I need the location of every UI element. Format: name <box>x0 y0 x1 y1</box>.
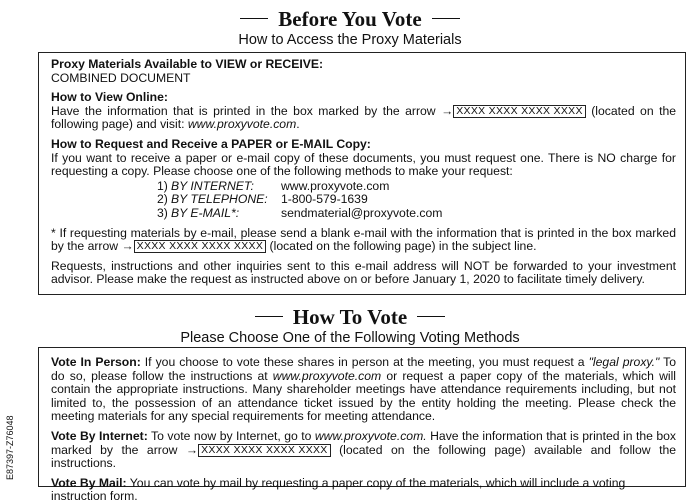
proxyvote-link[interactable]: www.proxyvote.com. <box>314 428 427 443</box>
control-number-box: XXXX XXXX XXXX XXXX <box>134 240 267 253</box>
method-label: BY E-MAIL*: <box>171 205 240 220</box>
method-internet <box>157 180 676 194</box>
vote-in-person-label: Vote In Person: <box>51 355 141 369</box>
title-rule-right <box>417 316 445 317</box>
title-rule-right <box>432 18 460 19</box>
internet-text-c: (located on the following page) available and follow the instructions. <box>51 442 677 471</box>
access-subtitle: How to Access the Proxy Materials <box>238 31 462 48</box>
request-methods-list <box>157 180 676 221</box>
arrow-icon: → <box>185 442 199 457</box>
proxyvote-link[interactable]: www.proxyvote.com <box>187 117 297 132</box>
method-label: BY TELEPHONE: <box>171 192 268 207</box>
legal-proxy-term: "legal proxy." <box>588 355 660 369</box>
email-note <box>51 227 676 254</box>
inperson-text-b: To do so, please follow the instructions at <box>51 355 677 383</box>
method-number: 3) <box>157 205 168 220</box>
requests-note: Requests, instructions and other inquiries sent to this e-mail address will NOT be forwarded to your investment advisor. Please make the request as instructed above on or before January 1, 2020 to facilitate timely delivery. <box>51 258 676 287</box>
method-value[interactable]: 1-800-579-1639 <box>281 192 368 207</box>
how-to-vote-title: How To Vote <box>292 304 408 329</box>
method-value[interactable]: sendmaterial@proxyvote.com <box>281 205 443 220</box>
mail-text: You can vote by mail by requesting a paper copy of the materials, which will include a voting instruction form. <box>51 475 626 504</box>
before-you-vote-header <box>0 6 700 48</box>
view-online-text <box>51 105 676 132</box>
materials-item: COMBINED DOCUMENT <box>51 70 191 85</box>
view-online-heading: How to View Online: <box>51 90 168 105</box>
control-number-box: XXXX XXXX XXXX XXXX <box>198 444 331 457</box>
proxyvote-link[interactable]: www.proxyvote.com <box>272 368 382 383</box>
view-text-b: (located on the following page) and visit: <box>51 103 677 132</box>
internet-text-a: To vote now by Internet, go to <box>151 428 312 443</box>
method-number: 2) <box>157 192 168 207</box>
title-rule-left <box>255 316 283 317</box>
vote-by-internet-label: Vote By Internet: <box>51 428 148 443</box>
how-to-vote-header <box>0 304 700 346</box>
voting-methods-subtitle: Please Choose One of the Following Voting Methods <box>180 329 520 346</box>
method-telephone <box>157 193 676 207</box>
proxy-materials-box <box>38 52 686 295</box>
vote-by-mail <box>51 477 676 504</box>
inperson-text-c: or request a paper copy of the materials, which will contain the appropriate instructions. Many shareholder meetings have attendance requirements including, but not limited to, the possession of an attendance ticket issued by the entity holding the meeting. Please check the meeting materials for any special requirements for meeting attendance. <box>51 368 677 424</box>
method-label: BY INTERNET: <box>171 178 254 193</box>
view-end: . <box>296 117 300 132</box>
method-value[interactable]: www.proxyvote.com <box>281 178 390 193</box>
request-heading: How to Request and Receive a PAPER or E-MAIL Copy: <box>51 136 371 151</box>
section-title <box>240 7 460 31</box>
document-code: E87397-Z76048 <box>5 415 15 480</box>
arrow-icon: → <box>121 239 134 254</box>
method-email <box>157 207 676 221</box>
vote-by-mail-label: Vote By Mail: <box>51 475 127 490</box>
voting-methods-box <box>38 347 686 504</box>
section-title <box>255 305 445 329</box>
inperson-text-a: If you choose to vote these shares in person at the meeting, you must request a <box>144 355 585 369</box>
request-text: If you want to receive a paper or e-mail copy of these documents, you must request one. There is NO charge for requesting a copy. Please choose one of the following methods to make your request: <box>51 150 676 179</box>
method-number: 1) <box>157 178 168 193</box>
control-number-box: XXXX XXXX XXXX XXXX <box>453 105 586 118</box>
vote-by-internet <box>51 430 676 471</box>
materials-heading: Proxy Materials Available to VIEW or RECEIVE: <box>51 57 324 71</box>
email-note-b: (located on the following page) in the subject line. <box>269 239 537 254</box>
email-note-a: * If requesting materials by e-mail, please send a blank e-mail with the information that is printed in the box marked by the arrow <box>51 225 676 254</box>
view-text-a: Have the information that is printed in the box marked by the arrow <box>51 103 436 118</box>
internet-text-b: Have the information that is printed in the box marked by the arrow <box>51 428 676 457</box>
arrow-icon: → <box>441 103 454 118</box>
title-rule-left <box>240 18 268 19</box>
vote-in-person <box>51 356 676 424</box>
before-you-vote-title: Before You Vote <box>278 6 422 31</box>
